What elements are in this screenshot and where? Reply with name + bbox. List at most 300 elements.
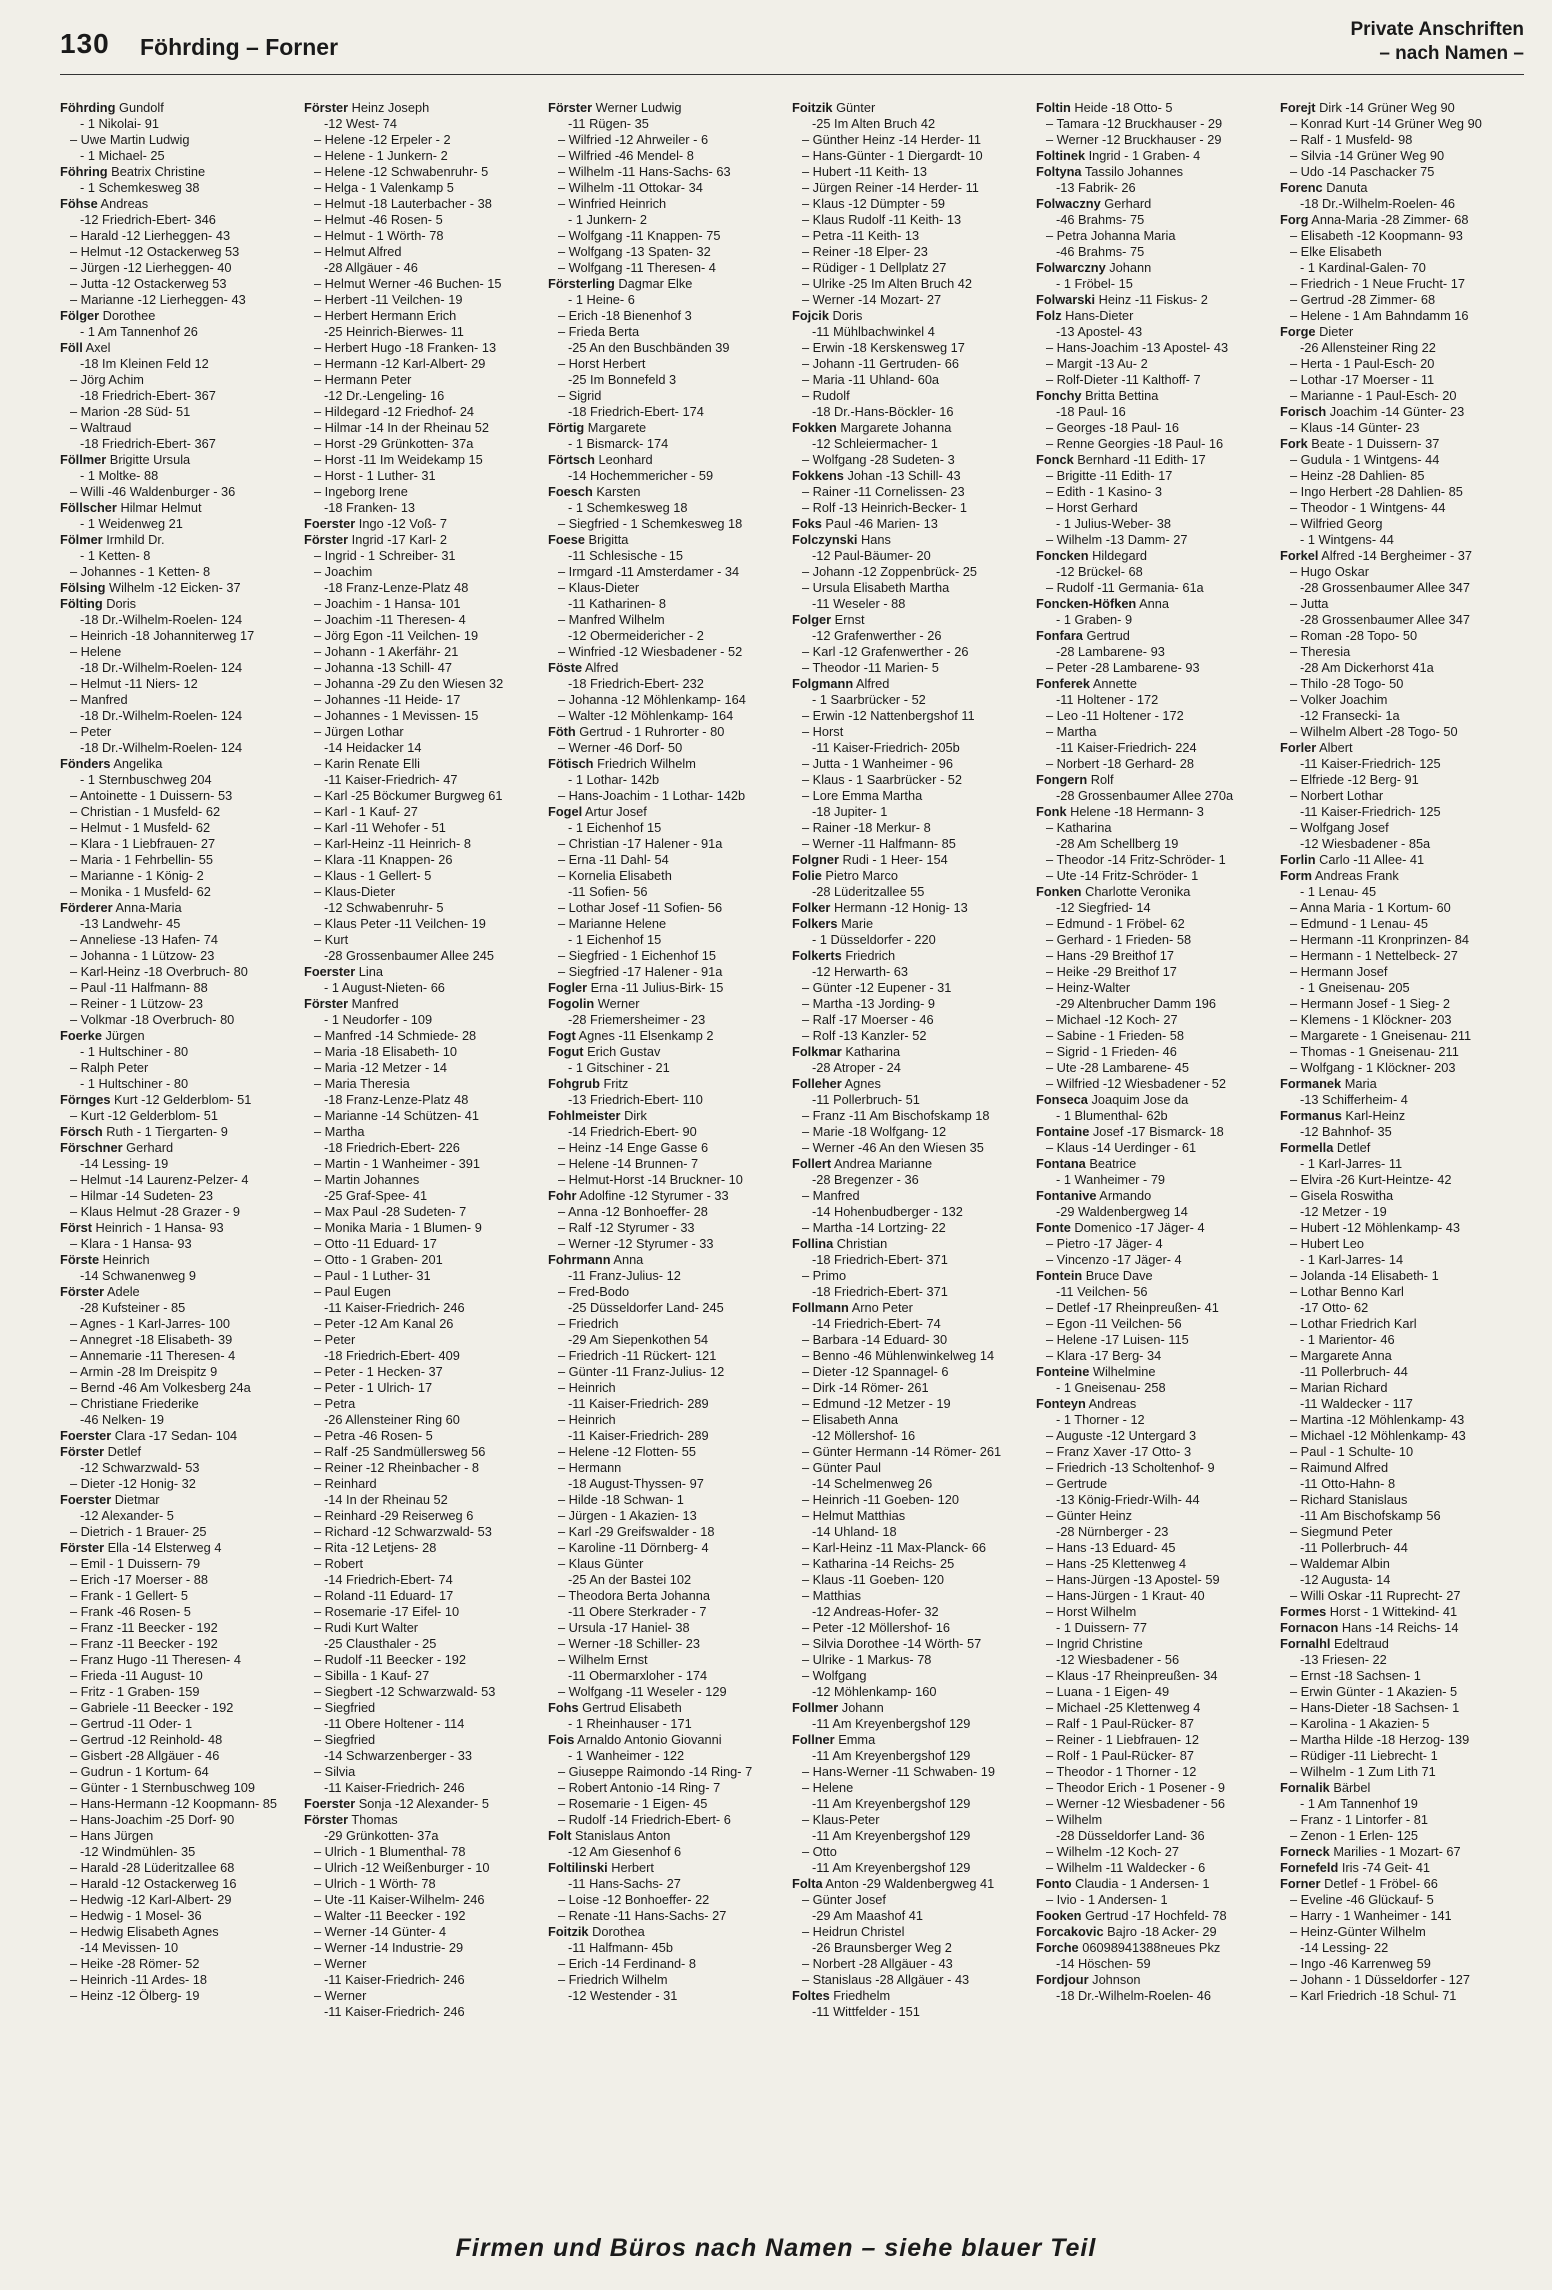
sub-entry: – Dieter -12 Honig- 32 [70, 1476, 196, 1491]
sub-entry: – Silvia Dorothee -14 Wörth- 57 [802, 1636, 982, 1651]
sub-entry: – Klemens - 1 Klöckner- 203 [1290, 1012, 1452, 1027]
surname: Folt [548, 1828, 572, 1843]
given-name-address: Ernst [831, 612, 865, 627]
given-name-address: Dorothee [99, 308, 156, 323]
given-name-address: Joachim -14 Günter- 23 [1326, 404, 1465, 419]
address-line: -11 Obere Holtener - 114 [324, 1716, 465, 1731]
surname-entry [304, 516, 542, 532]
sub-entry: – Gertrud -28 Zimmer- 68 [1290, 292, 1436, 307]
surname: Forneck [1280, 1844, 1330, 1859]
address-line: -28 Bregenzer - 36 [812, 1172, 919, 1187]
surname-entry [60, 580, 298, 596]
address-line: -12 Fransecki- 1a [1300, 708, 1400, 723]
sub-entry: – Ursula Elisabeth Martha [802, 580, 950, 595]
given-name-address: Werner Ludwig [592, 100, 682, 115]
address-line: -46 Nelken- 19 [80, 1412, 164, 1427]
surname: Förster [548, 100, 593, 115]
surname-entry [1036, 884, 1274, 900]
sub-entry: – Wilhelm - 1 Zum Lith 71 [1290, 1764, 1436, 1779]
given-name-address: Hildegard [1088, 548, 1147, 563]
sub-entry: – Vincenzo -17 Jäger- 4 [1046, 1252, 1182, 1267]
sub-entry: – Edmund -12 Metzer - 19 [802, 1396, 951, 1411]
surname-entry [548, 804, 786, 820]
surname-entry [1280, 180, 1518, 196]
given-name-address: Dirk [620, 1108, 647, 1123]
sub-entry: – Johanna - 1 Lützow- 23 [70, 948, 215, 963]
surname-entry [1280, 1844, 1518, 1860]
surname-entry [548, 660, 786, 676]
sub-entry: – Jutta -12 Ostackerweg 53 [70, 276, 227, 291]
surname: Förster [60, 1284, 105, 1299]
address-line: -12 Alexander- 5 [80, 1508, 174, 1523]
surname: Fontanive [1036, 1188, 1097, 1203]
sub-entry: – Ralf -17 Moerser - 46 [802, 1012, 934, 1027]
surname: Försterling [548, 276, 615, 291]
surname-entry [792, 676, 1030, 692]
address-line: -12 Schwabenruhr- 5 [324, 900, 444, 915]
address-line: -11 Am Kreyenbergshof 129 [812, 1828, 971, 1843]
given-name-address: Detlef - 1 Fröbel- 66 [1320, 1876, 1438, 1891]
given-name-address: Rolf [1087, 772, 1114, 787]
sub-entry: – Karl -12 Grafenwerther - 26 [802, 644, 969, 659]
sub-entry: – Frank -46 Rosen- 5 [70, 1604, 191, 1619]
given-name-address: Dorothea [588, 1924, 645, 1939]
given-name-address: Edeltraud [1330, 1636, 1389, 1651]
sub-entry: – Johanna -29 Zu den Wiesen 32 [314, 676, 504, 691]
given-name-address: Detlef [1333, 1140, 1371, 1155]
sub-entry: – Gudrun - 1 Kortum- 64 [70, 1764, 209, 1779]
surname: Folgmann [792, 676, 854, 691]
surname: Foitzik [548, 1924, 589, 1939]
sub-entry: – Karl - 1 Kauf- 27 [314, 804, 418, 819]
surname: Foncken-Höfken [1036, 596, 1137, 611]
sub-entry: – Otto -11 Eduard- 17 [314, 1236, 437, 1251]
sub-entry: – Elvira -26 Kurt-Heintze- 42 [1290, 1172, 1452, 1187]
surname: Förnges [60, 1092, 111, 1107]
address-line: - 1 Hultschiner - 80 [80, 1044, 189, 1059]
sub-entry: – Horst [802, 724, 844, 739]
given-name-address: Johnson [1088, 1972, 1141, 1987]
address-line: -12 Am Giesenhof 6 [568, 1844, 682, 1859]
surname-entry [1036, 772, 1274, 788]
sub-entry: – Barbara -14 Eduard- 30 [802, 1332, 948, 1347]
sub-entry: – Rudolf -14 Friedrich-Ebert- 6 [558, 1812, 731, 1827]
surname: Fonken [1036, 884, 1082, 899]
directory-columns [60, 100, 1524, 2188]
sub-entry: – Ulrich - 1 Wörth- 78 [314, 1876, 436, 1891]
sub-entry: – Jörg Achim [70, 372, 144, 387]
surname-entry [792, 1732, 1030, 1748]
sub-entry: – Emil - 1 Duissern- 79 [70, 1556, 201, 1571]
given-name-address: Erich Gustav [583, 1044, 661, 1059]
address-line: - 1 Nikolai- 91 [80, 116, 159, 131]
sub-entry: – Heinrich -11 Ardes- 18 [70, 1972, 208, 1987]
surname-entry [1036, 1268, 1274, 1284]
address-line: -18 August-Thyssen- 97 [568, 1476, 704, 1491]
address-line: -18 Friedrich-Ebert- 371 [812, 1252, 948, 1267]
address-line: -12 Windmühlen- 35 [80, 1844, 196, 1859]
address-line: -11 Katharinen- 8 [568, 596, 666, 611]
surname-entry [1280, 436, 1518, 452]
surname: Foese [548, 532, 585, 547]
sub-entry: – Frieda Berta [558, 324, 640, 339]
sub-entry: – Robert Antonio -14 Ring- 7 [558, 1780, 721, 1795]
sub-entry: – Günter -12 Eupener - 31 [802, 980, 952, 995]
sub-entry: – Christiane Friederike [70, 1396, 199, 1411]
sub-entry: – Marion -28 Süd- 51 [70, 404, 191, 419]
sub-entry: – Hermann -12 Karl-Albert- 29 [314, 356, 486, 371]
surname-entry [60, 164, 298, 180]
address-line: -14 Lessing- 19 [80, 1156, 169, 1171]
sub-entry: – Marianne -14 Schützen- 41 [314, 1108, 480, 1123]
given-name-address: Alfred [582, 660, 619, 675]
sub-entry: – Hermann Josef [1290, 964, 1388, 979]
sub-entry: – Wilfried Georg [1290, 516, 1383, 531]
sub-entry: – Klaus -14 Günter- 23 [1290, 420, 1420, 435]
address-line: -14 Mevissen- 10 [80, 1940, 179, 1955]
surname-entry [548, 1028, 786, 1044]
address-line: -13 Friesen- 22 [1300, 1652, 1387, 1667]
surname: Fölsing [60, 580, 106, 595]
address-line: - 1 Neudorfer - 109 [324, 1012, 433, 1027]
sub-entry: – Wolfgang -11 Weseler - 129 [558, 1684, 727, 1699]
sub-entry: – Gertrude [1046, 1476, 1108, 1491]
sub-entry: – Siegfried -17 Halener - 91a [558, 964, 723, 979]
sub-entry: – Siegbert -12 Schwarzwald- 53 [314, 1684, 496, 1699]
sub-entry: – Marianne - 1 Paul-Esch- 20 [1290, 388, 1457, 403]
sub-entry: – Fritz - 1 Graben- 159 [70, 1684, 200, 1699]
address-line: -29 Waldenbergweg 14 [1056, 1204, 1188, 1219]
given-name-address: Clara -17 Sedan- 104 [111, 1428, 238, 1443]
given-name-address: Hermann -12 Honig- 13 [830, 900, 968, 915]
surname-entry [548, 980, 786, 996]
address-line: - 1 Sternbuschweg 204 [80, 772, 212, 787]
sub-entry: – Udo -14 Paschacker 75 [1290, 164, 1435, 179]
directory-column-2 [304, 100, 548, 2188]
sub-entry: – Franz Hugo -11 Theresen- 4 [70, 1652, 241, 1667]
surname-entry [792, 1236, 1030, 1252]
surname-entry [792, 852, 1030, 868]
surname: Foerster [60, 1492, 112, 1507]
surname-entry [792, 468, 1030, 484]
sub-entry: – Jolanda -14 Elisabeth- 1 [1290, 1268, 1439, 1283]
given-name-address: Sonja -12 Alexander- 5 [355, 1796, 489, 1811]
address-line: -13 Friedrich-Ebert- 110 [568, 1092, 703, 1107]
surname-entry [1280, 1620, 1518, 1636]
given-name-address: Emma [834, 1732, 876, 1747]
footer-note: Firmen und Büros nach Namen – siehe blauer Teil [455, 2234, 1097, 2262]
sub-entry: – Marian Richard [1290, 1380, 1388, 1395]
surname: Folie [792, 868, 822, 883]
sub-entry: – Friedrich -13 Scholtenhof- 9 [1046, 1460, 1215, 1475]
sub-entry: – Herbert -11 Veilchen- 19 [314, 292, 463, 307]
address-line: -11 Rügen- 35 [568, 116, 649, 131]
sub-entry: – Heinz -28 Dahlien- 85 [1290, 468, 1425, 483]
sub-entry: – Klaus - 1 Saarbrücker - 52 [802, 772, 963, 787]
sub-entry: – Helmut -18 Lauterbacher - 38 [314, 196, 492, 211]
given-name-address: Andreas [97, 196, 149, 211]
surname-entry [1036, 292, 1274, 308]
sub-entry: – Günter - 1 Sternbuschweg 109 [70, 1780, 255, 1795]
surname: Fönders [60, 756, 111, 771]
sub-entry: – Hubert -12 Möhlenkamp- 43 [1290, 1220, 1461, 1235]
sub-entry: – Peter [70, 724, 112, 739]
sub-entry: – Margarete - 1 Gneisenau- 211 [1290, 1028, 1472, 1043]
surname-entry [1036, 1940, 1274, 1956]
sub-entry: – Pietro -17 Jäger- 4 [1046, 1236, 1163, 1251]
address-line: -11 Pollerbruch- 44 [1300, 1364, 1408, 1379]
surname: Folz [1036, 308, 1062, 323]
address-line: - 1 August-Nieten- 66 [324, 980, 445, 995]
sub-entry: – Waldemar Albin [1290, 1556, 1390, 1571]
sub-entry: – Harald -12 Lierheggen- 43 [70, 228, 231, 243]
surname-entry [60, 1140, 298, 1156]
sub-entry: – Helmut Matthias [802, 1508, 906, 1523]
sub-entry: – Horst - 1 Luther- 31 [314, 468, 436, 483]
address-line: -11 Kaiser-Friedrich- 205b [812, 740, 960, 755]
address-line: - 1 Eichenhof 15 [568, 932, 662, 947]
surname: Fornacon [1280, 1620, 1339, 1635]
sub-entry: – Siegfried - 1 Eichenhof 15 [558, 948, 716, 963]
sub-entry: – Primo [802, 1268, 847, 1283]
sub-entry: – Martha [1046, 724, 1097, 739]
sub-entry: – Klaus Peter -11 Veilchen- 19 [314, 916, 486, 931]
sub-entry: – Gisela Roswitha [1290, 1188, 1394, 1203]
given-name-address: Artur Josef [582, 804, 647, 819]
surname: Fonte [1036, 1220, 1071, 1235]
sub-entry: – Theresia [1290, 644, 1351, 659]
given-name-address: Friedrich [841, 948, 896, 963]
sub-entry: – Martin Johannes [314, 1172, 420, 1187]
address-line: -13 Landwehr- 45 [80, 916, 181, 931]
surname-entry [1280, 852, 1518, 868]
surname-entry [548, 100, 786, 116]
sub-entry: – Ulrich - 1 Blumenthal- 78 [314, 1844, 466, 1859]
sub-entry: – Norbert -18 Gerhard- 28 [1046, 756, 1194, 771]
surname: Folkers [792, 916, 838, 931]
sub-entry: – Dieter -12 Spannagel- 6 [802, 1364, 949, 1379]
sub-entry: – Ralf - 1 Paul-Rücker- 87 [1046, 1716, 1194, 1731]
address-line: -28 Lüderitzallee 55 [812, 884, 925, 899]
given-name-address: Annette [1090, 676, 1138, 691]
sub-entry: – Harald -12 Ostackerweg 16 [70, 1876, 237, 1891]
given-name-address: Heide -18 Otto- 5 [1070, 100, 1173, 115]
address-line: -29 Am Maashof 41 [812, 1908, 923, 1923]
sub-entry: – Klaus Günter [558, 1556, 644, 1571]
surname-entry [1036, 452, 1274, 468]
sub-entry: – Katharina [1046, 820, 1112, 835]
address-line: - 1 Wanheimer - 79 [1056, 1172, 1166, 1187]
sub-entry: – Lore Emma Martha [802, 788, 923, 803]
surname: Fontaine [1036, 1124, 1090, 1139]
address-line: -18 Franz-Lenze-Platz 48 [324, 1092, 469, 1107]
sub-entry: – Peter -12 Am Kanal 26 [314, 1316, 454, 1331]
sub-entry: – Ute -14 Fritz-Schröder- 1 [1046, 868, 1199, 883]
sub-entry: – Ute -11 Kaiser-Wilhelm- 246 [314, 1892, 485, 1907]
sub-entry: – Winfried -12 Wiesbadener - 52 [558, 644, 743, 659]
sub-entry: – Heike -28 Römer- 52 [70, 1956, 200, 1971]
surname-entry [1280, 1860, 1518, 1876]
address-line: -18 Im Kleinen Feld 12 [80, 356, 209, 371]
address-line: - 1 Hultschiner - 80 [80, 1076, 189, 1091]
given-name-address: Hans-Dieter [1061, 308, 1134, 323]
surname-entry [1280, 100, 1518, 116]
surname-entry [1036, 1364, 1274, 1380]
sub-entry: – Horst Wilhelm [1046, 1604, 1137, 1619]
sub-entry: – Helmut - 1 Musfeld- 62 [70, 820, 211, 835]
sub-entry: – Siegmund Peter [1290, 1524, 1393, 1539]
given-name-address: Dirk -14 Grüner Weg 90 [1315, 100, 1455, 115]
sub-entry: – Hans-Dieter -18 Sachsen- 1 [1290, 1700, 1460, 1715]
sub-entry: – Johanna -13 Schill- 47 [314, 660, 453, 675]
section-title [1350, 18, 1524, 66]
address-line: - 1 Michael- 25 [80, 148, 165, 163]
given-name-address: Maria [1341, 1076, 1377, 1091]
sub-entry: – Otto - 1 Graben- 201 [314, 1252, 443, 1267]
given-name-address: Ingrid - 1 Graben- 4 [1085, 148, 1201, 163]
sub-entry: – Armin -28 Im Dreispitz 9 [70, 1364, 218, 1379]
sub-entry: – Jörg Egon -11 Veilchen- 19 [314, 628, 479, 643]
sub-entry: – Hilde -18 Schwan- 1 [558, 1492, 684, 1507]
sub-entry: – Rainer -11 Cornelissen- 23 [802, 484, 965, 499]
surname: Formanek [1280, 1076, 1342, 1091]
sub-entry: – Friedrich [558, 1316, 619, 1331]
sub-entry: – Helene -17 Luisen- 115 [1046, 1332, 1189, 1347]
sub-entry: – Peter - 1 Ulrich- 17 [314, 1380, 433, 1395]
surname: Fornefeld [1280, 1860, 1339, 1875]
given-name-address: Pietro Marco [821, 868, 898, 883]
address-line: -14 Friedrich-Ebert- 74 [324, 1572, 453, 1587]
sub-entry: – Klara -17 Berg- 34 [1046, 1348, 1162, 1363]
sub-entry: – Annegret -18 Elisabeth- 39 [70, 1332, 233, 1347]
address-line: -18 Dr.-Wilhelm-Roelen- 124 [80, 708, 243, 723]
surname: Fokken [792, 420, 837, 435]
sub-entry: – Horst Herbert [558, 356, 646, 371]
sub-entry: – Elfriede -12 Berg- 91 [1290, 772, 1419, 787]
sub-entry: – Hermann Josef - 1 Sieg- 2 [1290, 996, 1451, 1011]
given-name-address: Gertrud - 1 Ruhrorter - 80 [575, 724, 725, 739]
surname: Förschner [60, 1140, 123, 1155]
sub-entry: – Werner -18 Schiller- 23 [558, 1636, 701, 1651]
sub-entry: – Karoline -11 Dörnberg- 4 [558, 1540, 709, 1555]
sub-entry: – Winfried Heinrich [558, 196, 667, 211]
surname: Först [60, 1220, 92, 1235]
surname-entry [1280, 740, 1518, 756]
surname-entry [1036, 1876, 1274, 1892]
surname-entry [792, 1156, 1030, 1172]
sub-entry: – Rolf-Dieter -11 Kalthoff- 7 [1046, 372, 1201, 387]
address-line: -11 Halfmann- 45b [568, 1940, 674, 1955]
sub-entry: – Herta - 1 Paul-Esch- 20 [1290, 356, 1435, 371]
surname-entry [1036, 804, 1274, 820]
sub-entry: – Jutta [1290, 596, 1329, 611]
sub-entry: – Matthias [802, 1588, 862, 1603]
address-line: - 1 Gneisenau- 205 [1300, 980, 1410, 995]
sub-entry: – Reiner - 1 Liebfrauen- 12 [1046, 1732, 1199, 1747]
surname: Fohr [548, 1188, 577, 1203]
sub-entry: – Christian -17 Halener - 91a [558, 836, 723, 851]
sub-entry: – Reiner -18 Elper- 23 [802, 244, 928, 259]
surname-entry [1036, 148, 1274, 164]
surname: Follmann [792, 1300, 849, 1315]
sub-entry: – Johannes - 1 Ketten- 8 [70, 564, 211, 579]
sub-entry: – Irmgard -11 Amsterdamer - 34 [558, 564, 740, 579]
surname: Forche [1036, 1940, 1079, 1955]
section-title-line2: – nach Namen – [1379, 43, 1524, 64]
sub-entry: – Erich -17 Moerser - 88 [70, 1572, 208, 1587]
address-line: -11 Kaiser-Friedrich- 47 [324, 772, 458, 787]
sub-entry: – Klaus -14 Uerdinger - 61 [1046, 1140, 1197, 1155]
address-line: -46 Brahms- 75 [1056, 244, 1145, 259]
address-line: -25 An der Bastei 102 [568, 1572, 692, 1587]
sub-entry: – Rita -12 Letjens- 28 [314, 1540, 437, 1555]
sub-entry: – Ingo -46 Karrenweg 59 [1290, 1956, 1431, 1971]
sub-entry: – Ursula -17 Haniel- 38 [558, 1620, 690, 1635]
surname-entry [1280, 324, 1518, 340]
address-line: -11 Kaiser-Friedrich- 246 [324, 2004, 465, 2019]
address-line: - 1 Julius-Weber- 38 [1056, 516, 1171, 531]
address-line: -13 Fabrik- 26 [1056, 180, 1136, 195]
address-line: -11 Pollerbruch- 51 [812, 1092, 920, 1107]
sub-entry: – Wolfgang -11 Theresen- 4 [558, 260, 716, 275]
surname: Förtsch [548, 452, 595, 467]
surname-entry [1036, 1908, 1274, 1924]
address-line: -18 Dr.-Wilhelm-Roelen- 124 [80, 740, 243, 755]
address-line: -25 Im Alten Bruch 42 [812, 116, 936, 131]
sub-entry: – Petra -11 Keith- 13 [802, 228, 920, 243]
sub-entry: – Hubert Leo [1290, 1236, 1364, 1251]
sub-entry: – Werner -11 Halfmann- 85 [802, 836, 956, 851]
surname: Förste [60, 1252, 100, 1267]
sub-entry: – Silvia -14 Grüner Weg 90 [1290, 148, 1445, 163]
sub-entry: – Klaus -17 Rheinpreußen- 34 [1046, 1668, 1218, 1683]
sub-entry: – Marianne -12 Lierheggen- 43 [70, 292, 246, 307]
sub-entry: – Hugo Oskar [1290, 564, 1369, 579]
address-line: -26 Braunsberger Weg 2 [812, 1940, 952, 1955]
sub-entry: – Klaus-Peter [802, 1812, 880, 1827]
surname-entry [60, 1284, 298, 1300]
sub-entry: – Heinz -14 Enge Gasse 6 [558, 1140, 709, 1155]
surname-entry [60, 1444, 298, 1460]
sub-entry: – Lothar Benno Karl [1290, 1284, 1404, 1299]
address-line: -12 Brückel- 68 [1056, 564, 1143, 579]
sub-entry: – Anna -12 Bonhoeffer- 28 [558, 1204, 708, 1219]
sub-entry: – Rudolf -11 Germania- 61a [1046, 580, 1204, 595]
sub-entry: – Lothar -17 Moerser - 11 [1290, 372, 1435, 387]
surname: Folleher [792, 1076, 842, 1091]
address-line: -11 Kaiser-Friedrich- 125 [1300, 804, 1441, 819]
sub-entry: – Agnes - 1 Karl-Jarres- 100 [70, 1316, 231, 1331]
sub-entry: – Karolina - 1 Akazien- 5 [1290, 1716, 1430, 1731]
sub-entry: – Reiner - 1 Lützow- 23 [70, 996, 204, 1011]
sub-entry: – Kurt -12 Gelderblom- 51 [70, 1108, 218, 1123]
surname-entry [792, 1044, 1030, 1060]
surname: Folwarczny [1036, 260, 1106, 275]
surname: Förster [304, 996, 349, 1011]
sub-entry: – Wolfgang -13 Spaten- 32 [558, 244, 711, 259]
sub-entry: – Dirk -14 Römer- 261 [802, 1380, 929, 1395]
sub-entry: – Klara - 1 Liebfrauen- 27 [70, 836, 216, 851]
surname-entry [548, 1924, 786, 1940]
address-line: - 1 Schemkesweg 18 [568, 500, 688, 515]
surname-entry [304, 964, 542, 980]
given-name-address: Adele [104, 1284, 140, 1299]
sub-entry: – Ralf -12 Styrumer - 33 [558, 1220, 695, 1235]
given-name-address: Bernhard -11 Edith- 17 [1073, 452, 1206, 467]
sub-entry: – Wilhelm Albert -28 Togo- 50 [1290, 724, 1458, 739]
address-line: -18 Friedrich-Ebert- 367 [80, 436, 216, 451]
surname: Förster [60, 1540, 105, 1555]
